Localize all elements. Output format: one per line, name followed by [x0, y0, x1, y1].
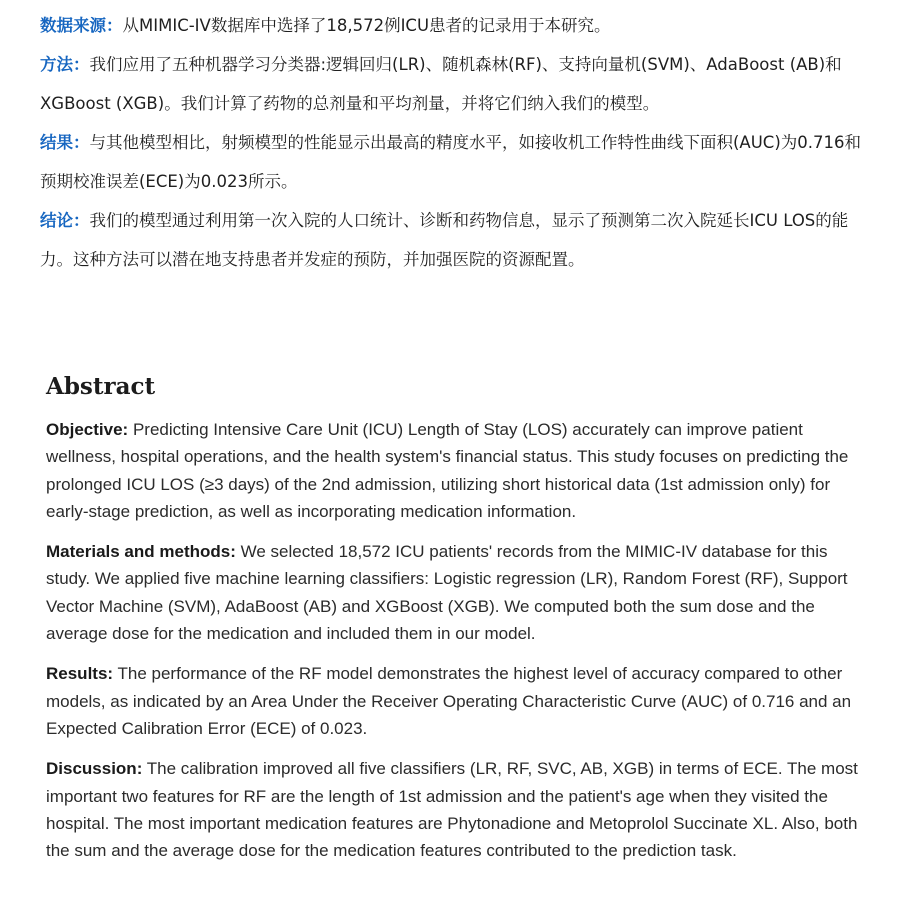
zh-results-paragraph — [40, 123, 870, 201]
zh-results-label: 结果： — [40, 133, 90, 152]
zh-conclusion-text: 我们的模型通过利用第一次入院的人口统计、诊断和药物信息，显示了预测第二次入院延长ICU LOS的能力。这种方法可以潜在地支持患者并发症的预防，并加强医院的资源配置。 — [40, 211, 849, 269]
en-materials-methods-label: Materials and methods: — [46, 542, 236, 562]
zh-methods-paragraph — [40, 45, 870, 123]
abstract-heading: Abstract — [46, 373, 156, 400]
en-discussion-text: The calibration improved all five classifiers (LR, RF, SVC, AB, XGB) in terms of ECE. The most important two features for RF are the length of 1st admission and the patient's age when they visited the hospital. The most important medication features are Phytonadione and Metoprolol Succinate XL. Also, both the sum and the average dose for the medication features contributed to the prediction task. — [46, 759, 858, 861]
en-results-text: The performance of the RF model demonstrates the highest level of accuracy compared to other models, as indicated by an Area Under the Receiver Operating Characteristic Curve (AUC) of 0.716 and an Expected Calibration Error (ECE) of 0.023. — [46, 664, 852, 738]
en-objective-paragraph — [46, 416, 876, 525]
en-objective-text: Predicting Intensive Care Unit (ICU) Length of Stay (LOS) accurately can improve patient wellness, hospital operations, and the health system's financial status. This study focuses on predicting the prolonged ICU LOS (≥3 days) of the 2nd admission, utilizing short historical data (1st admission only) for early-stage prediction, as well as incorporating medication information. — [46, 420, 849, 521]
english-abstract — [46, 370, 876, 877]
en-discussion-paragraph — [46, 755, 876, 864]
zh-methods-label: 方法： — [40, 55, 90, 74]
zh-data-source-text: 从MIMIC-IV数据库中选择了18,572例ICU患者的记录用于本研究。 — [122, 16, 611, 35]
en-results-paragraph — [46, 660, 876, 742]
en-results-label: Results: — [46, 664, 114, 684]
zh-results-text: 与其他模型相比，射频模型的性能显示出最高的精度水平，如接收机工作特性曲线下面积(AUC)为0.716和预期校准误差(ECE)为0.023所示。 — [40, 133, 861, 191]
en-materials-methods-paragraph — [46, 538, 876, 647]
zh-data-source-paragraph — [40, 6, 870, 45]
zh-data-source-label: 数据来源： — [40, 16, 123, 35]
chinese-abstract — [40, 6, 870, 279]
zh-conclusion-paragraph — [40, 201, 870, 279]
en-materials-methods-text: We selected 18,572 ICU patients' records from the MIMIC-IV database for this study. We applied five machine learning classifiers: Logistic regression (LR), Random Forest (RF), Support Vector Machine (SVM), AdaBoost (AB) and XGBoost (XGB). We computed both the sum dose and the average dose for the medication and included them in our model. — [46, 542, 848, 644]
zh-conclusion-label: 结论： — [40, 211, 90, 230]
zh-methods-text: 我们应用了五种机器学习分类器:逻辑回归(LR)、随机森林(RF)、支持向量机(SVM)、AdaBoost (AB)和XGBoost (XGB)。我们计算了药物的总剂量和平均剂量，并将它们纳入我们的模型。 — [40, 55, 842, 113]
en-objective-label: Objective: — [46, 420, 129, 439]
en-discussion-label: Discussion: — [46, 759, 143, 779]
